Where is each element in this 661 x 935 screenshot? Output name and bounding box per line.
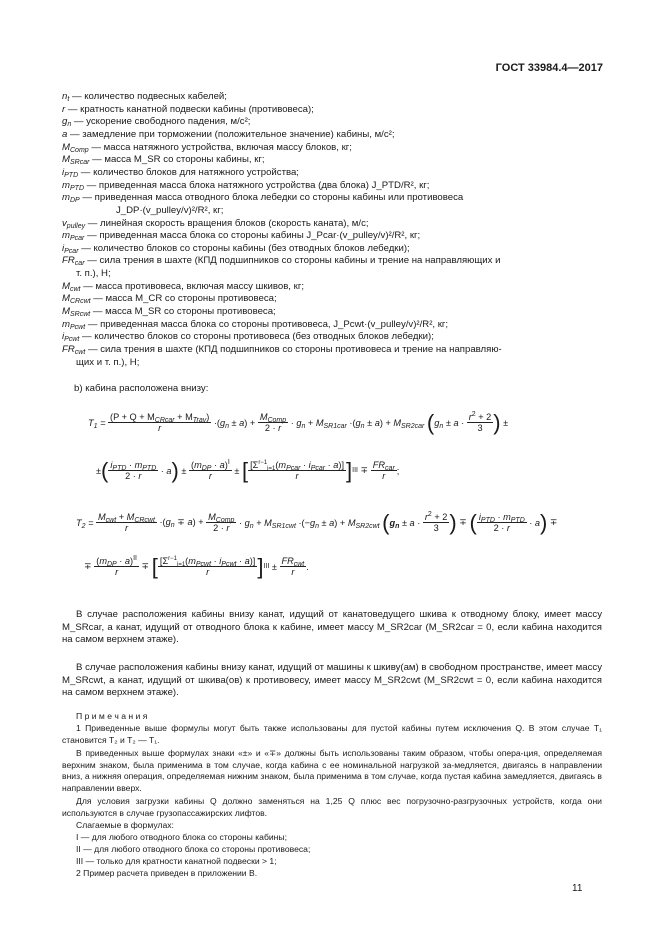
note-term-i: I — для любого отводного блока со стороны кабины;: [76, 832, 287, 842]
formula-t2: $T_2$ = $\frac{M_{cwt} + M_{CRcwt}}{r}$ $\cdot(g_n \mp a)$ + $\frac{M_{Comp}}{2 \cdot r}$ · $g_n + M_{SR1cwt} \cdot(-g_n \pm a) + M_{SR2cwt}$ ( $g_n \pm a$ · $\frac{r^2 + 2}{3}$ ) ∓ ( $\frac{i_{PTD} \cdot m_{PTD}}{2 \cdot r}$ · a ) ∓ ∓ $\frac{(m_{DP} \cdot a)^{II}}{r}$ ∓ [ $\frac{[\Sigma^{r-1}_{i=1}(m_{Pcwt} \cdot i_{Pcwt} \cdot a)]}{r}$ ] III ± $\frac{FR_{cwt}}{r}$ .: [76, 509, 558, 579]
legend-line: [62, 104, 314, 117]
page-number: 11: [572, 883, 583, 894]
legend-line: $m_{PTD}$ — приведенная масса блока натяжного устройства (два блока) J_PTD/R², кг;: [62, 179, 430, 192]
legend-line: [76, 357, 139, 370]
legend-text: — приведенная масса блока со стороны противовеса, J_Pcwt·(v_pulley/v)²/R², кг;: [85, 318, 449, 330]
legend-line: $i_{Pcwt}$ — количество блоков со стороны противовеса (без отводных блоков лебедки);: [62, 331, 434, 344]
legend-symbol: M: [62, 154, 70, 166]
legend-line: $FR_{cwt}$ — сила трения в шахте (КПД подшипников со стороны противовеса и трение на направляю-: [62, 344, 502, 356]
legend-line: $M_{SRcwt}$ — масса M_SR со стороны противовеса;: [62, 306, 276, 319]
legend-symbol: r: [62, 103, 66, 115]
legend-line: $v_{pulley}$ — линейная скорость вращения блоков (скорость каната), м/с;: [62, 217, 369, 230]
legend-text: — количество блоков для натяжного устройства;: [78, 166, 299, 178]
note-1: 1 Приведенные выше формулы могут быть также использованы для пустой кабины путем исключения Q. В этом случае T₁ становится T₂ и T₂ — T₁.: [62, 723, 602, 745]
legend-symbol: FR: [62, 255, 75, 267]
note-signs: В приведенных выше формулах знаки «±» и «∓» должны быть использованы таким образом, чтобы опера-ция, определяемая верхним знаком, была применима в том случае, когда кабина с ее номинальной нагрузкой за-медляется, двигаясь в направлении вниз, а нижняя операция, определяемая нижним знаком, была применима в том случае, когда пустая кабина замедляется, двигаясь в направлении вверх.: [62, 748, 602, 793]
legend-text: — количество блоков со стороны кабины (без отводных блоков лебедки);: [78, 242, 410, 254]
legend-line: $m_{DP}$ — приведенная масса отводного блока лебедки со стороны кабины или противовеса: [62, 192, 464, 205]
note-2: 2 Пример расчета приведен в приложении В.: [76, 868, 258, 878]
notes-title: П р и м е ч а н и я: [76, 711, 148, 721]
legend-line: $n_t$ — количество подвесных кабелей;: [62, 91, 227, 103]
legend-line: [116, 205, 223, 218]
legend-symbol: i: [62, 166, 65, 178]
legend-line: $i_{Pcar}$ — количество блоков со стороны кабины (без отводных блоков лебедки);: [62, 242, 410, 255]
legend-line: $g_n$ — ускорение свободного падения, м/с²;: [62, 116, 251, 129]
legend-line: $M_{CRcwt}$ — масса M_CR со стороны противовеса;: [62, 293, 277, 306]
note-terms-title: Слагаемые в формулах:: [76, 820, 174, 830]
legend-line: $M_{SRcar}$ — масса M_SR со стороны кабины, кг;: [62, 154, 265, 167]
legend-symbol: M: [62, 141, 70, 153]
legend-symbol: M: [62, 293, 70, 305]
legend-symbol: FR: [62, 344, 75, 355]
legend-text: — масса натяжного устройства, включая массу блоков, кг;: [88, 141, 352, 153]
paragraph-cwt-bottom: В случае расположения кабины внизу канат, идущий от машины к шкиву(ам) в свободном пространстве, имеет массу M_SRcwt, а канат, идущий от шкива(ов) к противовесу, имеет массу M_SR2cwt (M_SR2cwt = 0, если кабина находится на самом верхнем этаже).: [62, 662, 602, 699]
legend-line: $m_{Pcwt}$ — приведенная масса блока со стороны противовеса, J_Pcwt·(v_pulley/v)²/R², кг;: [62, 318, 449, 331]
legend-symbol: v: [62, 217, 67, 229]
t2-label: $T_2$ =: [76, 517, 97, 530]
legend-text: — количество блоков со стороны противовеса (без отводных блоков лебедки);: [79, 331, 434, 343]
legend-symbol: M: [62, 306, 70, 318]
legend-symbol: i: [62, 331, 65, 343]
legend-line: $i_{PTD}$ — количество блоков для натяжного устройства;: [62, 166, 299, 179]
legend-text: — масса противовеса, включая массу шкивов, кг;: [80, 280, 305, 292]
legend-text: щих и т. п.), Н;: [76, 356, 140, 368]
legend-symbol: m: [62, 192, 70, 204]
legend-symbol: m: [62, 318, 70, 330]
legend-symbol: m: [62, 179, 70, 191]
legend-symbol: g: [62, 116, 68, 128]
legend-text: — линейная скорость вращения блоков (скорость каната), м/с;: [85, 217, 369, 229]
formula-t1: $T_1$ = $\frac{(P + Q + M_{CRcar} + M_{Trav})}{r}$ $\cdot(g_n \pm a)$ + $\frac{M_{Comp}}{2 \cdot r}$ · $g_n + M_{SR1car} \cdot(g_n \pm a) + M_{SR2car}$ ( $g_n \pm a$ · $\frac{r^2 + 2}{3}$ ) ± ± ( $\frac{i_{PTD} \cdot m_{PTD}}{2 \cdot r}$ · a ) ± $\frac{(m_{DP} \cdot a)^I}{r}$ ± [ $\frac{[\Sigma^{r-1}_{i=1}(m_{Pcar} \cdot i_{Pcar} \cdot a)]}{r}$ ] III ∓ $\frac{FR_{car}}{r}$ ;: [88, 409, 509, 483]
legend-text: — приведенная масса блока со стороны кабины J_Pcar·(v_pulley/v)²/R², кг;: [84, 230, 421, 242]
legend-line: $M_{cwt}$ — масса противовеса, включая массу шкивов, кг;: [62, 280, 305, 293]
legend-text: — количество подвесных кабелей;: [69, 91, 227, 102]
legend-line: [62, 129, 395, 142]
paragraph-car-bottom: В случае расположения кабины внизу канат, идущий от канатоведущего шкива к отводному блоку, имеет массу M_SRcar, а канат, идущий от отводного блока к кабине, имеет массу M_SR2car (M_SR2car = 0, если кабина находится на самом верхнем этаже).: [62, 609, 602, 646]
legend-text: — приведенная масса блока натяжного устройства (два блока) J_PTD/R², кг;: [84, 179, 430, 191]
legend-symbol: m: [62, 230, 70, 242]
legend-text: — масса M_SR со стороны кабины, кг;: [89, 154, 265, 166]
legend-line: $M_{Comp}$ — масса натяжного устройства, включая массу блоков, кг;: [62, 141, 352, 154]
legend-line: [76, 268, 111, 281]
legend-text: — ускорение свободного падения, м/с²;: [71, 116, 251, 128]
legend-symbol: a: [62, 128, 68, 140]
legend-text: — кратность канатной подвески кабины (противовеса);: [65, 103, 314, 115]
legend-symbol: n: [62, 91, 68, 102]
legend-line: $FR_{car}$ — сила трения в шахте (КПД подшипников со стороны кабины и трение на направляющих и: [62, 255, 501, 268]
legend-text: — сила трения в шахте (КПД подшипников со стороны кабины и трение на направляющих и: [84, 255, 501, 267]
legend-text: — масса M_SR со стороны противовеса;: [90, 306, 276, 318]
legend-text: т. п.), Н;: [76, 268, 111, 280]
legend-text: J_DP·(v_pulley/v)²/R², кг;: [116, 204, 224, 216]
legend-text: — приведенная масса отводного блока лебедки со стороны кабины или противовеса: [79, 192, 464, 204]
legend-text: — сила трения в шахте (КПД подшипников со стороны противовеса и трение на направляю-: [85, 344, 502, 355]
document-header: ГОСТ 33984.4—2017: [495, 62, 603, 74]
legend-line: $m_{Pcar}$ — приведенная масса блока со стороны кабины J_Pcar·(v_pulley/v)²/R², кг;: [62, 230, 421, 243]
note-term-ii: II — для любого отводного блока со стороны противовеса;: [76, 844, 311, 854]
legend-symbol: M: [62, 280, 70, 292]
note-load: Для условия загрузки кабины Q должно заменяться на 1,25 Q плюс вес погрузочно-разгрузочных устройств, когда они используются в случае грузопассажирских лифтов.: [62, 796, 602, 818]
legend-symbol: i: [62, 242, 65, 254]
case-b-heading: b) кабина расположена внизу:: [74, 383, 209, 394]
t1-label: $T_1$ =: [88, 417, 109, 430]
legend-text: — масса M_CR со стороны противовеса;: [90, 293, 277, 305]
legend-text: — замедление при торможении (положительное значение) кабины, м/с²;: [67, 128, 395, 140]
note-term-iii: III — только для кратности канатной подвески > 1;: [76, 856, 277, 866]
